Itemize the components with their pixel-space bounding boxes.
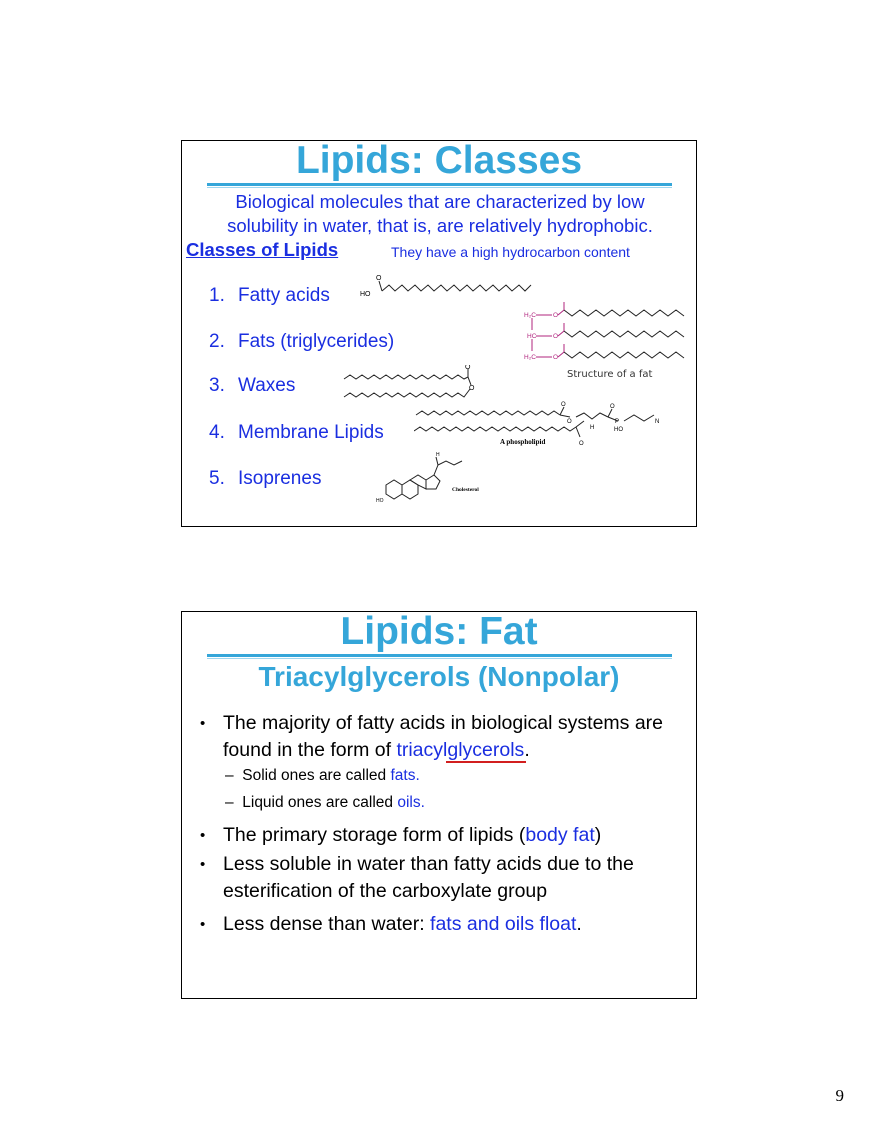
slide-lipids-classes [181,140,697,527]
cholesterol-structure [374,447,494,507]
atom-label: O [465,365,471,371]
list-item [209,331,394,353]
title-underline [207,183,672,186]
bullet-line: The majority of fatty acids in biological systems are [223,712,664,734]
atom-label: H₂C [524,312,536,319]
sub-bullet-marker: – [225,767,234,784]
bullet-item [200,851,680,907]
bullet-text [223,822,693,849]
definition-line: solubility in water, that is, are relatively hydrophobic. [227,215,653,236]
title-underline-shadow [207,187,672,188]
bullet-text [223,710,693,764]
bullet-text [223,851,693,905]
atom-label: HC [527,333,537,340]
text-run: . [576,913,582,935]
text-run: found in the form of [223,739,397,761]
text-run: fats and oils float [430,913,577,935]
text-run: Less dense than water: [223,913,431,935]
list-label: Membrane Lipids [238,422,384,443]
classes-note: They have a high hydrocarbon content [391,244,630,260]
list-number: 3. [209,375,225,396]
bullet-marker: • [200,916,206,933]
bullet-line: esterification of the carboxylate group [223,880,548,902]
sub-bullet [225,767,420,785]
definition-line: Biological molecules that are characterized by low [235,191,645,212]
text-run: Solid ones are called [242,767,391,784]
bullet-item [200,710,680,766]
red-underline [446,761,526,763]
bullet-text [223,911,693,938]
text-run: fats. [390,767,420,784]
atom-label: O [561,402,566,408]
atom-label: HO [376,498,384,504]
bullet-line [223,737,693,764]
atom-label: O [376,275,382,282]
figure-caption: Structure of a fat [567,369,653,380]
atom-label: P [615,419,620,425]
slide-lipids-fat [181,611,697,999]
list-label: Fats (triglycerides) [238,331,395,352]
list-label: Waxes [238,375,296,396]
figure-caption: A phospholipid [500,438,546,446]
bullet-marker: • [200,715,206,732]
page-number: 9 [835,1086,844,1105]
atom-label: HO [614,427,623,433]
atom-label: N [655,419,660,425]
atom-label: O [553,333,559,340]
figure-caption: Cholesterol [452,487,479,493]
bullet-line: Less soluble in water than fatty acids due to the [223,853,634,875]
atom-label: O [553,312,559,319]
atom-label: O [579,441,584,447]
list-item [209,375,295,397]
list-number: 5. [209,468,225,489]
slide-subtitle: Triacylglycerols (Nonpolar) [258,661,620,692]
bullet-marker: • [200,856,206,873]
atom-label: O [469,385,475,392]
sub-bullet [225,794,425,812]
list-label: Isoprenes [238,468,322,489]
list-number: 4. [209,422,225,443]
atom-label: O [553,354,559,361]
list-item [209,422,384,444]
atom-label: H₂C [524,354,536,361]
title-underline [207,654,672,657]
text-run: . [524,739,530,761]
list-item [209,285,330,307]
fatty-acid-structure [357,271,537,303]
text-run: triacylglycerols [396,739,525,761]
list-item [209,468,321,490]
atom-label: O [610,404,615,410]
atom-label: H [590,425,595,431]
text-run: ) [594,824,602,846]
bullet-item [200,822,680,850]
text-run: The primary storage form of lipids ( [223,824,526,846]
sub-bullet-marker: – [225,794,234,811]
bullet-item [200,911,680,939]
text-run: body fat [525,824,595,846]
definition-text [182,190,698,238]
classes-heading: Classes of Lipids [186,239,339,260]
list-number: 2. [209,331,225,352]
title-underline-shadow [207,658,672,659]
bullet-marker: • [200,827,206,844]
highlight-triacylglycerols [396,739,524,761]
slide-title: Lipids: Fat [340,610,538,653]
atom-label: HO [360,291,371,298]
list-label: Fatty acids [238,285,330,306]
text-run: oils. [397,794,425,811]
text-run: Liquid ones are called [242,794,398,811]
triglyceride-structure [520,293,695,383]
atom-label: O [567,419,572,425]
atom-label: H [436,452,440,458]
slide-title: Lipids: Classes [295,139,583,182]
list-number: 1. [209,285,225,306]
